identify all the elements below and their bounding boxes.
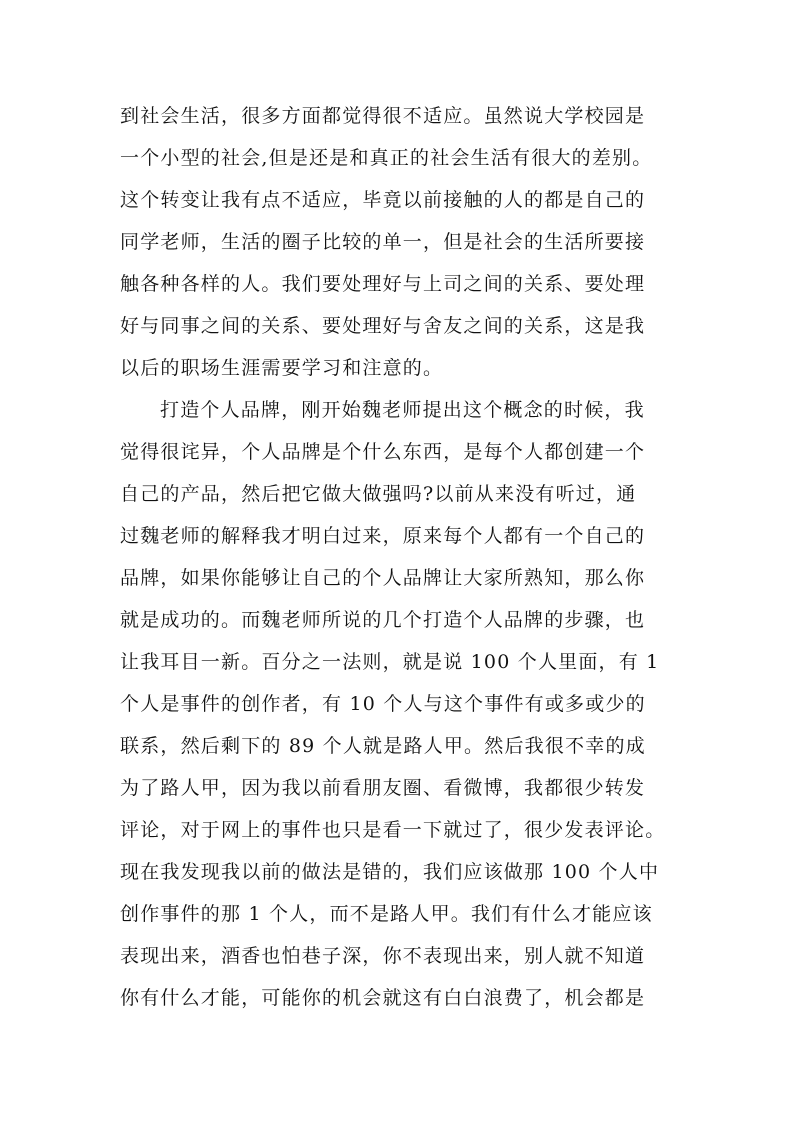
paragraph-1-line-2: 一个小型的社会,但是还是和真正的社会生活有很大的差别。 xyxy=(120,147,653,169)
paragraph-1-line-4: 同学老师，生活的圈子比较的单一，但是社会的生活所要接 xyxy=(120,231,646,253)
paragraph-1-line-7: 以后的职场生涯需要学习和注意的。 xyxy=(120,357,444,379)
paragraph-2-line-13: 创作事件的那 1 个人，而不是路人甲。我们有什么才能应该 xyxy=(120,903,653,925)
paragraph-1-line-3: 这个转变让我有点不适应，毕竟以前接触的人的都是自己的 xyxy=(120,189,646,211)
paragraph-2-line-9: 联系，然后剩下的 89 个人就是路人甲。然后我很不幸的成 xyxy=(120,735,646,757)
paragraph-2-line-5: 品牌，如果你能够让自己的个人品牌让大家所熟知，那么你 xyxy=(120,567,646,589)
paragraph-1-line-1: 到社会生活，很多方面都觉得很不适应。虽然说大学校园是 xyxy=(120,105,646,127)
paragraph-2-line-4: 过魏老师的解释我才明白过来，原来每个人都有一个自己的 xyxy=(120,525,646,547)
paragraph-2-line-2: 觉得很诧异，个人品牌是个什么东西，是每个人都创建一个 xyxy=(120,441,646,463)
paragraph-2-line-7: 让我耳目一新。百分之一法则，就是说 100 个人里面，有 1 xyxy=(120,651,660,673)
paragraph-2-line-12: 现在我发现我以前的做法是错的，我们应该做那 100 个人中 xyxy=(120,861,660,883)
paragraph-2-line-14: 表现出来，酒香也怕巷子深，你不表现出来，别人就不知道 xyxy=(120,945,646,967)
paragraph-2-line-8: 个人是事件的创作者，有 10 个人与这个事件有或多或少的 xyxy=(120,693,646,715)
paragraph-2-line-6: 就是成功的。而魏老师所说的几个打造个人品牌的步骤，也 xyxy=(120,609,646,631)
paragraph-2-line-1: 打造个人品牌，刚开始魏老师提出这个概念的时候，我 xyxy=(160,399,645,421)
paragraph-1-line-5: 触各种各样的人。我们要处理好与上司之间的关系、要处理 xyxy=(120,273,646,295)
paragraph-1-line-6: 好与同事之间的关系、要处理好与舍友之间的关系，这是我 xyxy=(120,315,646,337)
paragraph-2-line-10: 为了路人甲，因为我以前看朋友圈、看微博，我都很少转发 xyxy=(120,777,646,799)
paragraph-2-line-3: 自己的产品，然后把它做大做强吗?以前从来没有听过，通 xyxy=(120,483,637,505)
paragraph-2-line-15: 你有什么才能，可能你的机会就这有白白浪费了，机会都是 xyxy=(120,987,646,1009)
paragraph-2-line-11: 评论，对于网上的事件也只是看一下就过了，很少发表评论。 xyxy=(120,819,666,841)
